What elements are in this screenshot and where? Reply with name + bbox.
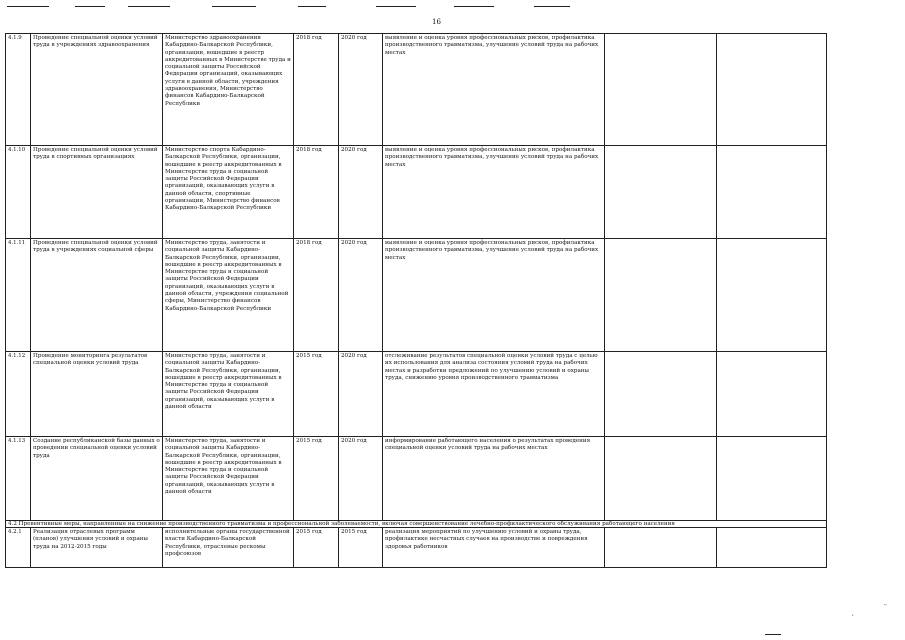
page-number: 16 [432, 18, 441, 26]
top-rule-1 [7, 6, 49, 7]
top-rule-8 [534, 6, 570, 7]
expected-result: выявление и оценка уровня профессиональных рисков, профилактика производственного травматизма, улучшение условий труда на рабочих местах [383, 34, 605, 146]
empty-cell [605, 34, 717, 146]
start-year: 2018 год [294, 239, 339, 352]
table-row [6, 352, 827, 437]
row-number: 4.1.10 [6, 146, 31, 239]
table-row [6, 146, 827, 239]
expected-result: выявление и оценка уровня профессиональных рисков, профилактика производственного травматизма, улучшение условий труда на рабочих местах [383, 239, 605, 352]
expected-result: реализация мероприятий по улучшению условий и охраны труда, профилактике несчастных случаев на производстве и повреждения здоровья работников [383, 528, 605, 568]
executors: исполнительные органы государственной власти Кабардино-Балкарской Республики, отраслевые рескомы профсоюзов [163, 528, 294, 568]
measures-table [5, 33, 827, 568]
scan-mark: ‵‵ [884, 604, 887, 611]
measure-name: Проведение специальной оценки условий труда в учреждениях социальной сферы [31, 239, 163, 352]
scan-mark: , [852, 610, 854, 617]
table-row [6, 34, 827, 146]
empty-cell [605, 528, 717, 568]
executors: Министерство труда, занятости и социальной защиты Кабардино-Балкарской Республики, организации, вошедшие в реестр аккредитованных в Министерстве труда и социальной защиты Российской Федерации организаций, оказывающих услуги в данной области, учреждения социальной сферы, Министерство финансов Кабардино-Балкарской Республики [163, 239, 294, 352]
end-year: 2020 год [339, 352, 383, 437]
empty-cell [605, 146, 717, 239]
start-year: 2015 год [294, 528, 339, 568]
end-year: 2020 год [339, 437, 383, 521]
empty-cell [717, 146, 827, 239]
executors: Министерство спорта Кабардино-Балкарской Республики, организации, вошедшие в реестр аккредитованных в Министерстве труда и социальной защиты Российской Федерации организаций, оказывающих услуги в данной области, спортивные организации, Министерство финансов Кабардино-Балкарской Республики [163, 146, 294, 239]
start-year: 2015 год [294, 352, 339, 437]
bottom-rule [765, 634, 781, 635]
empty-cell [605, 239, 717, 352]
end-year: 2015 год [339, 528, 383, 568]
top-rule-4 [212, 6, 256, 7]
table-row [6, 239, 827, 352]
empty-cell [605, 352, 717, 437]
section-title: 4.2 Превентивные меры, направленные на снижение производственного травматизма и профессиональной заболеваемости, включая совершенствование лечебно-профилактического обслуживания работающего населения [6, 521, 827, 528]
top-rule-7 [454, 6, 494, 7]
top-rule-6 [376, 6, 416, 7]
executors: Министерство здравоохранения Кабардино-Балкарской Республики, организации, вошедшие в реестр аккредитованных в Министерстве труда и социальной защиты Российской Федерации организаций, оказывающих услуги в данной области, учреждения здравоохранения, Министерство финансов Кабардино-Балкарской Республики [163, 34, 294, 146]
top-rule-3 [128, 6, 170, 7]
table-row [6, 437, 827, 521]
row-number: 4.1.11 [6, 239, 31, 352]
measure-name: Проведение специальной оценки условий труда в учреждениях здравоохранения [31, 34, 163, 146]
row-number: 4.1.13 [6, 437, 31, 521]
empty-cell [605, 437, 717, 521]
measure-name: Реализация отраслевых программ (планов) улучшения условий и охраны труда на 2012-2015 годы [31, 528, 163, 568]
start-year: 2018 год [294, 146, 339, 239]
empty-cell [717, 34, 827, 146]
measure-name: Проведение мониторинга результатов специальной оценки условий труда [31, 352, 163, 437]
table-row [6, 528, 827, 568]
measure-name: Проведение специальной оценки условий труда в спортивных организациях [31, 146, 163, 239]
expected-result: информирование работающего населения о результатах проведения специальной оценки условий труда на рабочих местах [383, 437, 605, 521]
expected-result: отслеживание результатов специальной оценки условий труда с целью их использования для анализа состояния условий труда на рабочих местах и разработки предложений по улучшению условий и охраны труда, снижению уровня производственного травматизма [383, 352, 605, 437]
start-year: 2015 год [294, 437, 339, 521]
executors: Министерство труда, занятости и социальной защиты Кабардино-Балкарской Республики, организации, вошедшие в реестр аккредитованных в Министерстве труда и социальной защиты Российской Федерации организаций, оказывающих услуги в данной области [163, 352, 294, 437]
measure-name: Создание республиканской базы данных о проведении специальной оценки условий труда [31, 437, 163, 521]
row-number: 4.2.1 [6, 528, 31, 568]
empty-cell [717, 352, 827, 437]
end-year: 2020 год [339, 146, 383, 239]
empty-cell [717, 437, 827, 521]
top-rule-2 [75, 6, 105, 7]
empty-cell [717, 528, 827, 568]
end-year: 2020 год [339, 239, 383, 352]
top-rule-5 [298, 6, 326, 7]
start-year: 2018 год [294, 34, 339, 146]
executors: Министерство труда, занятости и социальной защиты Кабардино-Балкарской Республики, организации, вошедшие в реестр аккредитованных в Министерстве труда и социальной защиты Российской Федерации организаций, оказывающих услуги в данной области [163, 437, 294, 521]
expected-result: выявление и оценка уровня профессиональных рисков, профилактика производственного травматизма, улучшение условий труда на рабочих местах [383, 146, 605, 239]
end-year: 2020 год [339, 34, 383, 146]
section-header-row [6, 521, 827, 528]
empty-cell [717, 239, 827, 352]
row-number: 4.1.9 [6, 34, 31, 146]
row-number: 4.1.12 [6, 352, 31, 437]
